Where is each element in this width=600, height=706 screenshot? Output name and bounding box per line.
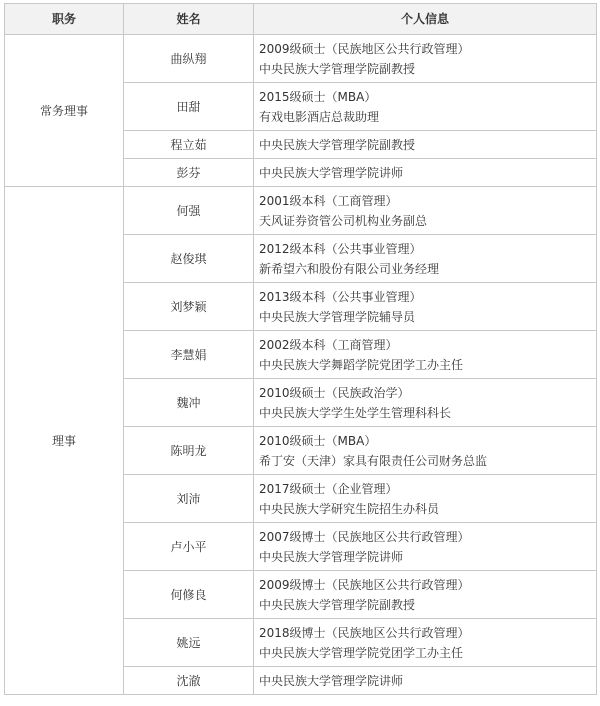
role-cell: 理事 bbox=[5, 187, 124, 695]
member-info bbox=[254, 131, 597, 159]
info-line: 中央民族大学管理学院讲师 bbox=[259, 549, 404, 564]
info-line: 2017级硕士（企业管理） bbox=[259, 481, 398, 496]
member-name: 程立茹 bbox=[124, 131, 254, 159]
info-line: 中央民族大学管理学院党团学工办主任 bbox=[259, 645, 464, 660]
info-line: 天风证券资管公司机构业务副总 bbox=[259, 213, 428, 228]
info-line: 中央民族大学研究生院招生办科员 bbox=[259, 501, 440, 516]
member-info bbox=[254, 283, 597, 331]
info-line: 中央民族大学管理学院副教授 bbox=[259, 597, 416, 612]
member-name: 何强 bbox=[124, 187, 254, 235]
info-line: 2007级博士（民族地区公共行政管理） bbox=[259, 529, 470, 544]
info-line: 2009级博士（民族地区公共行政管理） bbox=[259, 577, 470, 592]
member-info bbox=[254, 475, 597, 523]
member-info bbox=[254, 331, 597, 379]
member-info bbox=[254, 619, 597, 667]
council-table bbox=[4, 3, 597, 695]
member-info bbox=[254, 159, 597, 187]
info-line: 2013级本科（公共事业管理） bbox=[259, 289, 422, 304]
info-line: 中央民族大学管理学院辅导员 bbox=[259, 309, 416, 324]
header-role: 职务 bbox=[5, 4, 124, 35]
header-name: 姓名 bbox=[124, 4, 254, 35]
member-name: 彭芬 bbox=[124, 159, 254, 187]
member-name: 魏冲 bbox=[124, 379, 254, 427]
table-body bbox=[5, 35, 597, 695]
member-name: 姚远 bbox=[124, 619, 254, 667]
member-info bbox=[254, 235, 597, 283]
info-line: 中央民族大学管理学院讲师 bbox=[259, 673, 404, 688]
member-name: 刘沛 bbox=[124, 475, 254, 523]
member-name: 赵俊琪 bbox=[124, 235, 254, 283]
member-info bbox=[254, 523, 597, 571]
table-row bbox=[5, 187, 597, 235]
header-row bbox=[5, 4, 597, 35]
member-info bbox=[254, 379, 597, 427]
info-line: 2002级本科（工商管理） bbox=[259, 337, 398, 352]
info-line: 中央民族大学学生处学生管理科科长 bbox=[259, 405, 452, 420]
info-line: 希丁安（天津）家具有限责任公司财务总监 bbox=[259, 453, 488, 468]
info-line: 中央民族大学舞蹈学院党团学工办主任 bbox=[259, 357, 464, 372]
info-line: 2009级硕士（民族地区公共行政管理） bbox=[259, 41, 470, 56]
member-name: 陈明龙 bbox=[124, 427, 254, 475]
member-name: 田甜 bbox=[124, 83, 254, 131]
info-line: 2001级本科（工商管理） bbox=[259, 193, 398, 208]
info-line: 中央民族大学管理学院讲师 bbox=[259, 165, 404, 180]
member-name: 刘梦颖 bbox=[124, 283, 254, 331]
info-line: 2010级硕士（民族政治学） bbox=[259, 385, 410, 400]
member-info bbox=[254, 571, 597, 619]
member-name: 曲纵翔 bbox=[124, 35, 254, 83]
info-line: 新希望六和股份有限公司业务经理 bbox=[259, 261, 440, 276]
info-line: 2015级硕士（MBA） bbox=[259, 89, 377, 104]
member-info bbox=[254, 187, 597, 235]
table-row bbox=[5, 35, 597, 83]
member-info bbox=[254, 83, 597, 131]
info-line: 2010级硕士（MBA） bbox=[259, 433, 377, 448]
member-info bbox=[254, 427, 597, 475]
info-line: 有戏电影酒店总裁助理 bbox=[259, 109, 380, 124]
member-info bbox=[254, 35, 597, 83]
info-line: 中央民族大学管理学院副教授 bbox=[259, 137, 416, 152]
role-cell: 常务理事 bbox=[5, 35, 124, 187]
member-name: 李慧娟 bbox=[124, 331, 254, 379]
member-name: 卢小平 bbox=[124, 523, 254, 571]
info-line: 2012级本科（公共事业管理） bbox=[259, 241, 422, 256]
header-info: 个人信息 bbox=[254, 4, 597, 35]
member-info bbox=[254, 667, 597, 695]
info-line: 2018级博士（民族地区公共行政管理） bbox=[259, 625, 470, 640]
info-line: 中央民族大学管理学院副教授 bbox=[259, 61, 416, 76]
member-name: 沈澈 bbox=[124, 667, 254, 695]
member-name: 何修良 bbox=[124, 571, 254, 619]
